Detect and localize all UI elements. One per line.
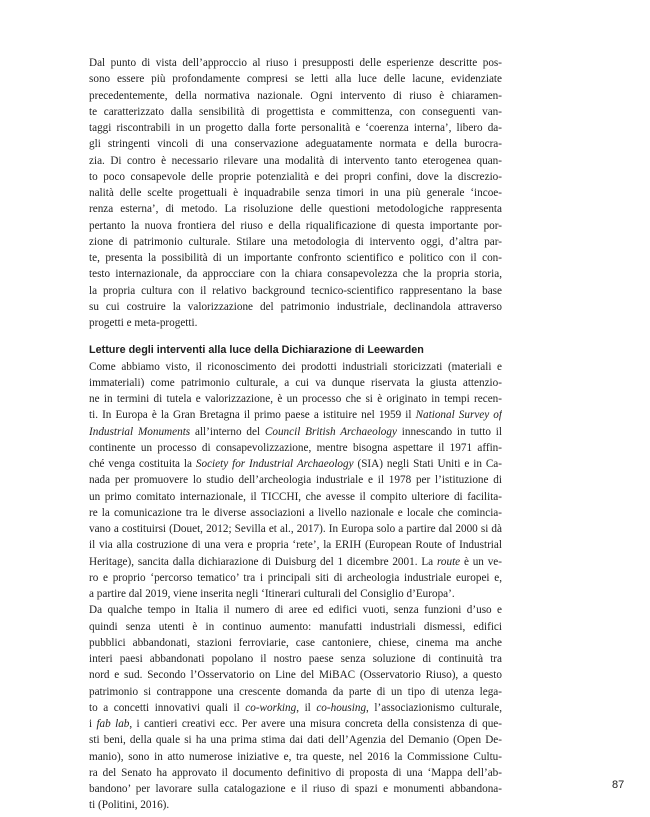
text-line: to poco consapevole delle proprie potenzialità e dei propri confini, dove la discrezio-: [89, 170, 502, 183]
italic-term: co-working: [245, 701, 297, 714]
text-line: renza esterna’, di metodo. La risoluzione delle questioni metodologiche rappresenta: [89, 203, 502, 216]
text-line: un primo comitato internazionale, il TICCHI, che avesse il compito ulteriore di facilita-: [89, 490, 502, 503]
text-line: bandono’ per lavorare sulla catalogazione e il riuso di spazi e monumenti abbandona-: [89, 783, 502, 795]
text-line: vano a costituirsi (Douet, 2012; Sevilla et al., 2017). In Europa solo a partire dal 2000 si dà: [89, 523, 502, 535]
section-heading: Letture degli interventi alla luce della Dichiarazione di Leewarden: [89, 344, 424, 357]
text-run: (SIA) negli Stati Uniti e in Ca-: [353, 458, 502, 470]
text-line: ra del Senato ha approvato il documento definitivo di proposta di una ‘Mappa dell’ab-: [89, 766, 502, 779]
text-line: quindi senza utenti è in continuo aumento: manufatti industriali dismessi, edifici: [89, 620, 502, 633]
text-line: Da qualche tempo in Italia il numero di aree ed edifici vuoti, senza funzioni d’uso e: [89, 604, 502, 617]
text-line: taggi riscontrabili in un progetto dalla forte personalità e ‘coerenza interna’, libero da-: [89, 122, 502, 134]
italic-title: National Survey of: [415, 409, 502, 422]
text-line: pertanto la nuova frontiera del riuso e della riqualificazione di questa importante por-: [89, 219, 502, 232]
text-line: precedentemente, della normativa nazionale. Ogni intervento di riuso è chiaramen-: [89, 89, 502, 102]
text-line: Come abbiamo visto, il riconoscimento dei prodotti industriali storicizzati (materiali e: [89, 360, 502, 373]
paragraph-reuse-approach: [89, 55, 502, 331]
italic-term: co-housing: [316, 701, 367, 714]
text-run: ché venga costituita la: [89, 458, 196, 470]
text-line: nalità delle scelte progettuali è inquadrabile senza timori in una più generale ‘incoe-: [89, 187, 502, 199]
text-line: re la comunicazione tra le diverse associazioni a livello nazionale e locale che comincia-: [89, 506, 502, 519]
text-line: ti (Politini, 2016).: [89, 799, 170, 812]
text-line: nada per promuovere lo studio dell’archeologia industriale e il 1978 per l’istituzione di: [89, 474, 502, 487]
text-run: è un ve-: [460, 555, 502, 568]
text-line: continente un processo di consapevolizzazione, mentre bisogna aspettare il 1971 affin-: [89, 441, 502, 454]
text-run: i: [89, 718, 97, 730]
text-line: interi paesi abbandonati popolano il nostro paese senza soluzione di continuità tra: [89, 653, 502, 665]
text-line: il via alla costruzione di una vera e propria ‘rete’, la ERIH (European Route of Industrial: [89, 539, 502, 552]
text-line: ne in termini di tutela e valorizzazione, è un processo che si è originato in tempi recen-: [89, 393, 502, 405]
text-run: , il: [296, 701, 317, 714]
text-run: Heritage), sancita dalla dichiarazione di Duisburg del 1 dicembre 2001. La: [89, 555, 437, 568]
text-line: te, presenta la possibilità di un importante confronto scientifico e politico con il con-: [89, 252, 502, 264]
text-line: Dal punto di vista dell’approccio al riuso i presupposti delle esperienze descritte pos-: [89, 57, 502, 69]
text-run: , l’associazionismo culturale,: [366, 701, 502, 714]
text-line: manio), sono in atto numerose iniziative e, tra queste, nel 2016 la Commissione Cultu-: [89, 750, 502, 763]
italic-term: fab lab: [96, 718, 130, 730]
text-line: testo internazionale, da approcciare con la chiara consapevolezza che la propria storia,: [89, 268, 502, 281]
text-run: ti. In Europa è la Gran Bretagna il primo paese a istituire nel 1959 il: [89, 409, 416, 422]
text-run: all’interno del: [190, 425, 265, 438]
text-line: a partire dal 2019, viene inserita negli ‘Itinerari culturali del Consiglio d’Europa’.: [89, 588, 455, 600]
text-line: progetti e meta-progetti.: [89, 317, 198, 329]
text-line: [89, 456, 502, 472]
text-line: sono essere più profondamente compresi se letti alla luce delle lacune, evidenziate: [89, 73, 502, 86]
text-run: to a concetti innovativi quali il: [89, 701, 246, 714]
text-line: sti beni, della quale si ha una prima stima dai dati dell’Agenzia del Demanio (Open De-: [89, 734, 502, 747]
text-line: la propria cultura con il relativo background tecnico-scientifico rappresentano la base: [89, 284, 502, 297]
italic-term: route: [436, 555, 461, 568]
italic-title: Society for Industrial Archaeology: [195, 458, 354, 470]
paragraph-industrial-heritage: [89, 359, 502, 603]
text-line: ro e proprio ‘percorso tematico’ tra i principali siti di archeologia industriale europei e,: [89, 571, 502, 584]
text-line: [89, 424, 502, 440]
text-line: zia. Di contro è necessario rilevare una modalità di intervento tanto eterogenea quan-: [89, 154, 502, 167]
paragraph-gap: [89, 331, 502, 342]
text-line: [89, 700, 502, 716]
page-number: 87: [612, 779, 625, 791]
text-line: [89, 407, 502, 423]
text-run: innescando in tutto il: [396, 425, 502, 438]
text-line: nord e sud. Secondo l’Osservatorio on Line del MiBAC (Osservatorio Riuso), a questo: [89, 669, 502, 682]
italic-title: Council British Archaeology: [264, 425, 397, 438]
italic-title: Industrial Monuments: [89, 425, 191, 438]
text-line: [89, 716, 502, 732]
text-run: , i cantieri creativi ecc. Per avere una misura concreta della consistenza di que-: [129, 718, 502, 730]
text-line: patrimonio si contrappone una crescente domanda da parte di un tipo di utenza lega-: [89, 685, 502, 698]
paragraph-abandoned-buildings: [89, 602, 502, 813]
text-line: pubblici abbandonati, stazioni ferroviarie, case cantoniere, chiese, cinema ma anche: [89, 636, 502, 649]
text-line: immateriali) come patrimonio culturale, a cui va dunque riservata la giusta attenzio-: [89, 376, 502, 389]
text-line: gli stringenti vincoli di una conservazione adeguatamente normata e della burocra-: [89, 138, 502, 151]
text-line: zione di patrimonio culturale. Stilare una metodologia di intervento oggi, d’altra par-: [89, 235, 502, 248]
text-column: [89, 55, 502, 814]
text-line: te caratterizzato dalla sensibilità di progettista e committenza, con conseguenti van-: [89, 105, 502, 118]
text-line: [89, 554, 502, 570]
text-line: su cui costruire la valorizzazione del patrimonio industriale, declinandola attraverso: [89, 300, 502, 313]
